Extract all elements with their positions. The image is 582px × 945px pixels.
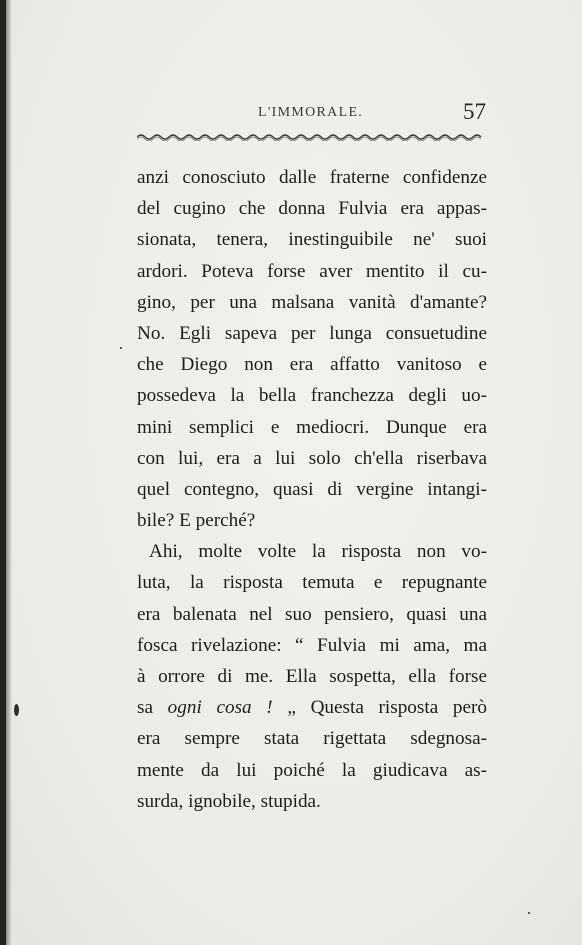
text-line: quel contegno, quasi di vergine intangi-	[137, 478, 487, 500]
text-line: No. Egli sapeva per lunga consuetudine	[137, 322, 487, 344]
binding-shadow	[0, 0, 6, 945]
text-line: bile? E perché?	[137, 510, 256, 532]
text-line: possedeva la bella franchezza degli uo-	[137, 385, 487, 407]
text-line: con lui, era a lui solo ch'ella riserbava	[137, 447, 487, 469]
text-line: Ahi, molte volte la risposta non vo-	[149, 541, 487, 563]
text-line: anzi conosciuto dalle fraterne confidenze	[137, 167, 487, 188]
text-fragment: „ Questa risposta però	[272, 697, 487, 719]
italic-phrase: ogni cosa !	[167, 697, 273, 719]
text-line: era balenata nel suo pensiero, quasi una	[137, 603, 487, 625]
page-number: 57	[463, 99, 486, 124]
text-line: luta, la risposta temuta e repugnante	[137, 572, 487, 594]
paper-speck	[120, 347, 122, 349]
ornamental-rule	[137, 133, 483, 141]
text-line: mente da lui poiché la giudicava as-	[137, 759, 487, 781]
text-line: ardori. Poteva forse aver mentito il cu-	[137, 260, 487, 282]
text-line: che Diego non era affatto vanitoso e	[137, 354, 487, 376]
text-line-with-italic	[137, 692, 487, 723]
text-line: era sempre stata rigettata sdegnosa-	[137, 728, 487, 750]
running-head-title: L'IMMORALE.	[258, 105, 364, 120]
text-fragment: sa	[137, 697, 168, 719]
text-line: sionata, tenera, inestinguibile ne' suoi	[137, 229, 487, 251]
text-line: fosca rivelazione: “ Fulvia mi ama, ma	[137, 634, 487, 656]
text-line: surda, ignobile, stupida.	[137, 790, 321, 812]
text-line: del cugino che donna Fulvia era appas-	[137, 198, 487, 220]
paper-speck	[14, 704, 19, 716]
text-line: gino, per una malsana vanità d'amante?	[137, 291, 487, 313]
text-line: à orrore di me. Ella sospetta, ella forse	[137, 666, 487, 687]
paper-speck	[528, 912, 530, 914]
text-line: mini semplici e mediocri. Dunque era	[137, 416, 487, 438]
body-text	[137, 162, 487, 817]
running-head	[130, 99, 486, 125]
